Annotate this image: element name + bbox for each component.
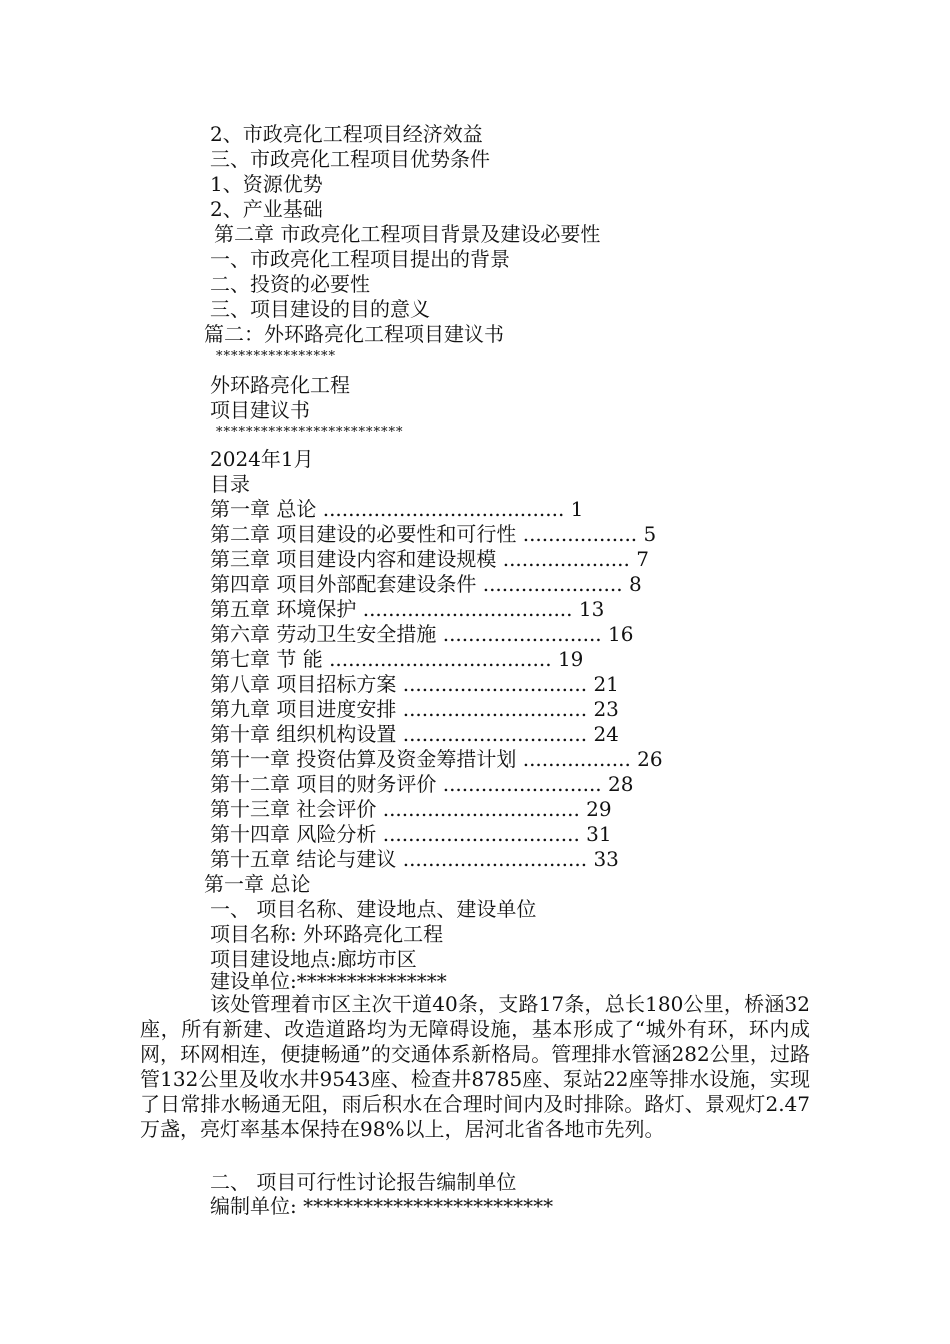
section1-heading: 一、 项目名称、建设地点、建设单位 <box>210 897 537 921</box>
chapter1-heading: 第一章 总论 <box>204 872 311 896</box>
outline-item: 三、项目建设的目的意义 <box>210 297 430 321</box>
toc-title: 第十一章 投资估算及资金筹措计划 <box>210 747 517 771</box>
toc-entry[interactable] <box>210 847 619 872</box>
toc-entry[interactable] <box>210 547 649 572</box>
toc-title: 第三章 项目建设内容和建设规模 <box>210 547 497 571</box>
toc-page: 19 <box>557 647 584 671</box>
toc-dots: ...................... <box>482 572 623 596</box>
outline-item: 第二章 市政亮化工程项目背景及建设必要性 <box>214 222 601 246</box>
body-paragraph: 该处管理着市区主次干道40条，支路17条，总长180公里，桥涵32座，所有新建、改造道路均为无障碍设施，基本形成了“城外有环，环内成网，环网相连，便捷畅通”的交通体系新格局。管理排水管涵282公里，过路管132公里及收水井9543座、检查井8785座、泵站22座等排水设施，实现了日常排水畅通无阻，雨后积水在合理时间内及时排除。路灯、景观灯2.47万盏，亮灯率基本保持在98%以上，居河北省各地市先列。 <box>140 992 810 1141</box>
toc-title: 第八章 项目招标方案 <box>210 672 397 696</box>
toc-dots: ...................................... <box>322 497 565 521</box>
builder-unit: 建设单位:*************** <box>210 969 447 993</box>
toc-heading: 目录 <box>210 472 250 496</box>
toc-title: 第四章 项目外部配套建设条件 <box>210 572 477 596</box>
toc-dots: ............................. <box>402 697 588 721</box>
toc-page: 29 <box>586 797 612 821</box>
toc-dots: ............................... <box>382 822 580 846</box>
toc-page: 24 <box>593 722 619 746</box>
cover-title-1: 外环路亮化工程 <box>210 373 350 397</box>
toc-title: 第十三章 社会评价 <box>210 797 377 821</box>
toc-page: 8 <box>628 572 642 596</box>
toc-page: 31 <box>586 822 612 846</box>
toc-entry[interactable] <box>210 672 619 697</box>
toc-entry[interactable] <box>210 572 642 597</box>
toc-page: 26 <box>637 747 663 771</box>
toc-dots: .................. <box>522 522 638 546</box>
toc-page: 23 <box>593 697 619 721</box>
toc-page: 21 <box>593 672 619 696</box>
outline-item: 一、市政亮化工程项目提出的背景 <box>210 247 510 271</box>
toc-page: 7 <box>636 547 649 571</box>
toc-dots: ......................... <box>442 622 602 646</box>
toc-dots: ......................... <box>442 772 602 796</box>
toc-page: 5 <box>643 522 657 546</box>
toc-entry[interactable] <box>210 772 633 797</box>
toc-entry[interactable] <box>210 747 663 772</box>
toc-title: 第二章 项目建设的必要性和可行性 <box>210 522 517 546</box>
toc-page: 28 <box>608 772 634 796</box>
toc-title: 第六章 劳动卫生安全措施 <box>210 622 437 646</box>
toc-dots: ............................. <box>402 722 588 746</box>
compiler-unit: 编制单位: ************************* <box>210 1194 554 1218</box>
toc-dots: .................... <box>502 547 630 571</box>
project-name: 项目名称: 外环路亮化工程 <box>210 922 444 946</box>
toc-entry[interactable] <box>210 522 656 547</box>
cover-title-2: 项目建议书 <box>210 398 310 422</box>
stars-long: ************************* <box>216 425 404 440</box>
toc-page: 16 <box>608 622 634 646</box>
toc-dots: ............................. <box>402 847 588 871</box>
toc-page: 13 <box>578 597 605 621</box>
toc-entry[interactable] <box>210 597 604 622</box>
toc-page: 33 <box>593 847 619 871</box>
toc-dots: ................. <box>522 747 631 771</box>
toc-dots: ............................. <box>402 672 588 696</box>
part2-heading: 篇二：外环路亮化工程项目建议书 <box>204 322 504 346</box>
toc-title: 第十章 组织机构设置 <box>210 722 397 746</box>
toc-title: 第七章 节 能 <box>210 647 323 671</box>
toc-title: 第五章 环境保护 <box>210 597 357 621</box>
outline-item: 2、市政亮化工程项目经济效益 <box>210 122 483 146</box>
toc-title: 第十二章 项目的财务评价 <box>210 772 437 796</box>
project-location: 项目建设地点:廊坊市区 <box>210 947 417 971</box>
outline-item: 二、投资的必要性 <box>210 272 370 296</box>
toc-entry[interactable] <box>210 497 583 522</box>
toc-dots: ................................. <box>362 597 573 621</box>
outline-item: 1、资源优势 <box>210 172 323 196</box>
toc-title: 第九章 项目进度安排 <box>210 697 397 721</box>
toc-title: 第一章 总论 <box>210 497 317 521</box>
toc-entry[interactable] <box>210 697 619 722</box>
toc-dots: ............................... <box>382 797 580 821</box>
toc-title: 第十四章 风险分析 <box>210 822 377 846</box>
outline-item: 三、市政亮化工程项目优势条件 <box>210 147 490 171</box>
toc-entry[interactable] <box>210 622 633 647</box>
stars-short: **************** <box>216 349 336 364</box>
section2-heading: 二、 项目可行性讨论报告编制单位 <box>210 1170 517 1194</box>
toc-entry[interactable] <box>210 822 612 847</box>
toc-dots: ................................... <box>329 647 552 671</box>
outline-item: 2、产业基础 <box>210 197 323 221</box>
toc-page: 1 <box>570 497 584 521</box>
toc-entry[interactable] <box>210 797 612 822</box>
toc-title: 第十五章 结论与建议 <box>210 847 397 871</box>
date: 2024年1月 <box>210 447 314 471</box>
toc-entry[interactable] <box>210 647 583 672</box>
toc-entry[interactable] <box>210 722 619 747</box>
